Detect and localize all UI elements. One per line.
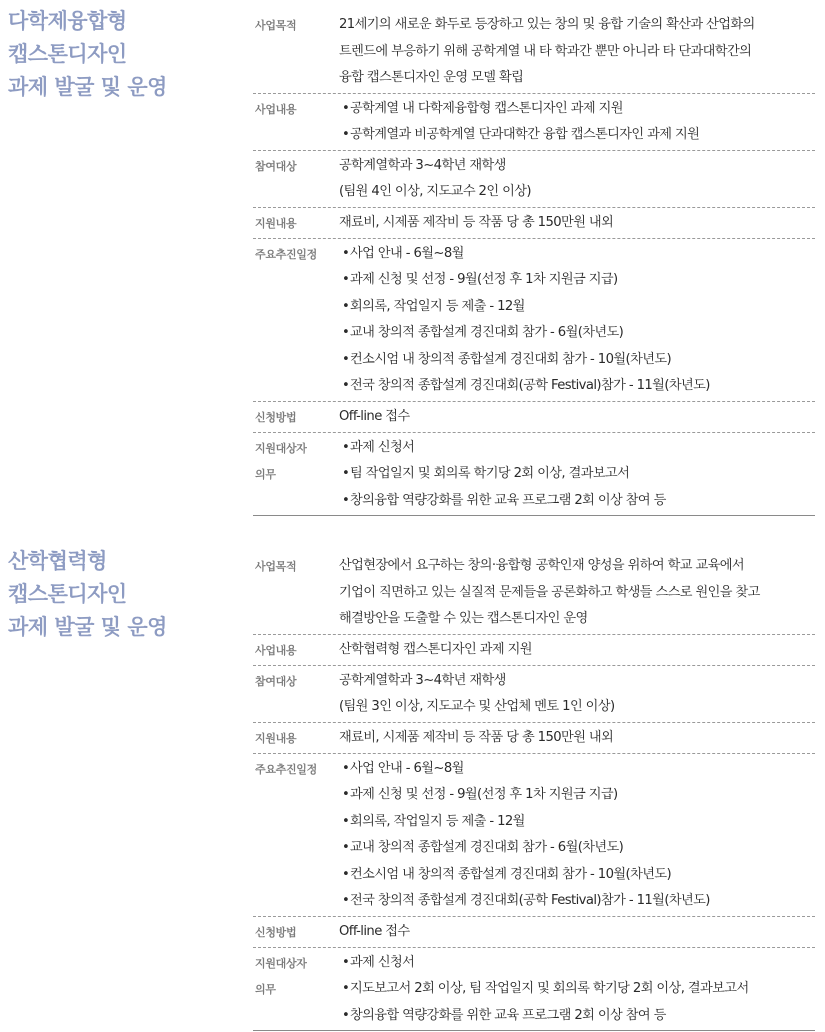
list-item: • 공학계열과 비공학계열 단과대학간 융합 캡스톤디자인 과제 지원 (339, 122, 815, 149)
row-label: 지원내용 (255, 731, 297, 745)
row-content-items (253, 635, 815, 666)
row-content: 공학계열학과 3~4학년 재학생 (팀원 3인 이상, 지도교수 및 산업체 멘토 1인 이상) (339, 672, 615, 714)
list-item: • 팀 작업일지 및 회의록 학기당 2회 이상, 결과보고서 (339, 461, 815, 488)
row-label: 참여대상 (255, 674, 297, 688)
list-item: • 회의록, 작업일지 등 제출 - 12월 (339, 809, 815, 836)
row-method (253, 402, 815, 433)
list-item: • 사업 안내 - 6월~8월 (339, 241, 815, 268)
list-item: • 지도보고서 2회 이상, 팀 작업일지 및 회의록 학기당 2회 이상, 결과보고서 (339, 976, 815, 1003)
row-support (253, 208, 815, 239)
list-item: • 과제 신청서 (339, 435, 815, 462)
row-label: 사업목적 (255, 560, 297, 573)
row-label: 사업내용 (255, 643, 297, 657)
row-content (339, 950, 815, 1030)
row-label: 주요추진일정 (255, 762, 317, 776)
row-label: 지원대상자 의무 (255, 956, 307, 996)
row-label: 신청방법 (255, 925, 297, 939)
row-content (339, 96, 815, 149)
row-content: 재료비, 시제품 제작비 등 작품 당 총 150만원 내외 (339, 214, 614, 230)
row-support (253, 723, 815, 754)
row-duty (253, 948, 815, 1031)
list-item: • 공학계열 내 다학제융합형 캡스톤디자인 과제 지원 (339, 96, 815, 123)
list-item: • 컨소시엄 내 창의적 종합설계 경진대회 참가 - 10월(차년도) (339, 862, 815, 889)
row-content (339, 435, 815, 515)
list-item: • 컨소시엄 내 창의적 종합설계 경진대회 참가 - 10월(차년도) (339, 347, 815, 374)
row-content: 공학계열학과 3~4학년 재학생 (팀원 4인 이상, 지도교수 2인 이상) (339, 157, 531, 199)
info-table (253, 10, 815, 516)
row-content: 산학협력형 캡스톤디자인 과제 지원 (339, 641, 532, 657)
row-content: 산업현장에서 요구하는 창의·융합형 공학인재 양성을 위하여 학교 교육에서 기업이 직면하고 있는 실질적 문제들을 공론화하고 학생들 스스로 원인을 찾고 해결방안을 도출할 수 있는 캡스톤디자인 운영 (339, 558, 760, 626)
row-purpose (253, 551, 815, 635)
row-schedule (253, 239, 815, 402)
row-content: 21세기의 새로운 화두로 등장하고 있는 창의 및 융합 기술의 확산과 산업화의 트렌드에 부응하기 위해 공학계열 내 타 학과간 뿐만 아니라 타 단과대학간의 융합 캡스톤디자인 운영 모델 확립 (339, 17, 755, 85)
list-item: • 교내 창의적 종합설계 경진대회 참가 - 6월(차년도) (339, 320, 815, 347)
row-content-items (253, 94, 815, 151)
row-purpose (253, 10, 815, 94)
list-item: • 과제 신청서 (339, 950, 815, 977)
list-item: • 창의융합 역량강화를 위한 교육 프로그램 2회 이상 참여 등 (339, 1003, 815, 1030)
list-item: • 회의록, 작업일지 등 제출 - 12월 (339, 294, 815, 321)
list-item: • 창의융합 역량강화를 위한 교육 프로그램 2회 이상 참여 등 (339, 488, 815, 515)
list-item: • 과제 신청 및 선정 - 9월(선정 후 1차 지원금 지급) (339, 782, 815, 809)
row-target (253, 666, 815, 723)
row-label: 사업목적 (255, 19, 297, 32)
row-content (339, 756, 815, 915)
row-method (253, 917, 815, 948)
section-title: 다학제융합형 캡스톤디자인 과제 발굴 및 운영 (8, 9, 167, 99)
list-item: • 사업 안내 - 6월~8월 (339, 756, 815, 783)
row-label: 사업내용 (255, 102, 297, 116)
row-duty (253, 433, 815, 516)
row-label: 지원내용 (255, 216, 297, 230)
info-table (253, 551, 815, 1031)
row-schedule (253, 754, 815, 917)
row-content: Off-line 접수 (339, 408, 410, 424)
list-item: • 과제 신청 및 선정 - 9월(선정 후 1차 지원금 지급) (339, 267, 815, 294)
row-label: 지원대상자 의무 (255, 441, 307, 481)
row-target (253, 151, 815, 208)
row-label: 신청방법 (255, 410, 297, 424)
row-content: 재료비, 시제품 제작비 등 작품 당 총 150만원 내외 (339, 729, 614, 745)
row-label: 주요추진일정 (255, 247, 317, 261)
row-content: Off-line 접수 (339, 923, 410, 939)
row-content (339, 241, 815, 400)
list-item: • 전국 창의적 종합설계 경진대회(공학 Festival)참가 - 11월(차년도) (339, 888, 815, 915)
list-item: • 전국 창의적 종합설계 경진대회(공학 Festival)참가 - 11월(차년도) (339, 373, 815, 400)
section-title: 산학협력형 캡스톤디자인 과제 발굴 및 운영 (8, 549, 167, 639)
row-label: 참여대상 (255, 159, 297, 173)
list-item: • 교내 창의적 종합설계 경진대회 참가 - 6월(차년도) (339, 835, 815, 862)
